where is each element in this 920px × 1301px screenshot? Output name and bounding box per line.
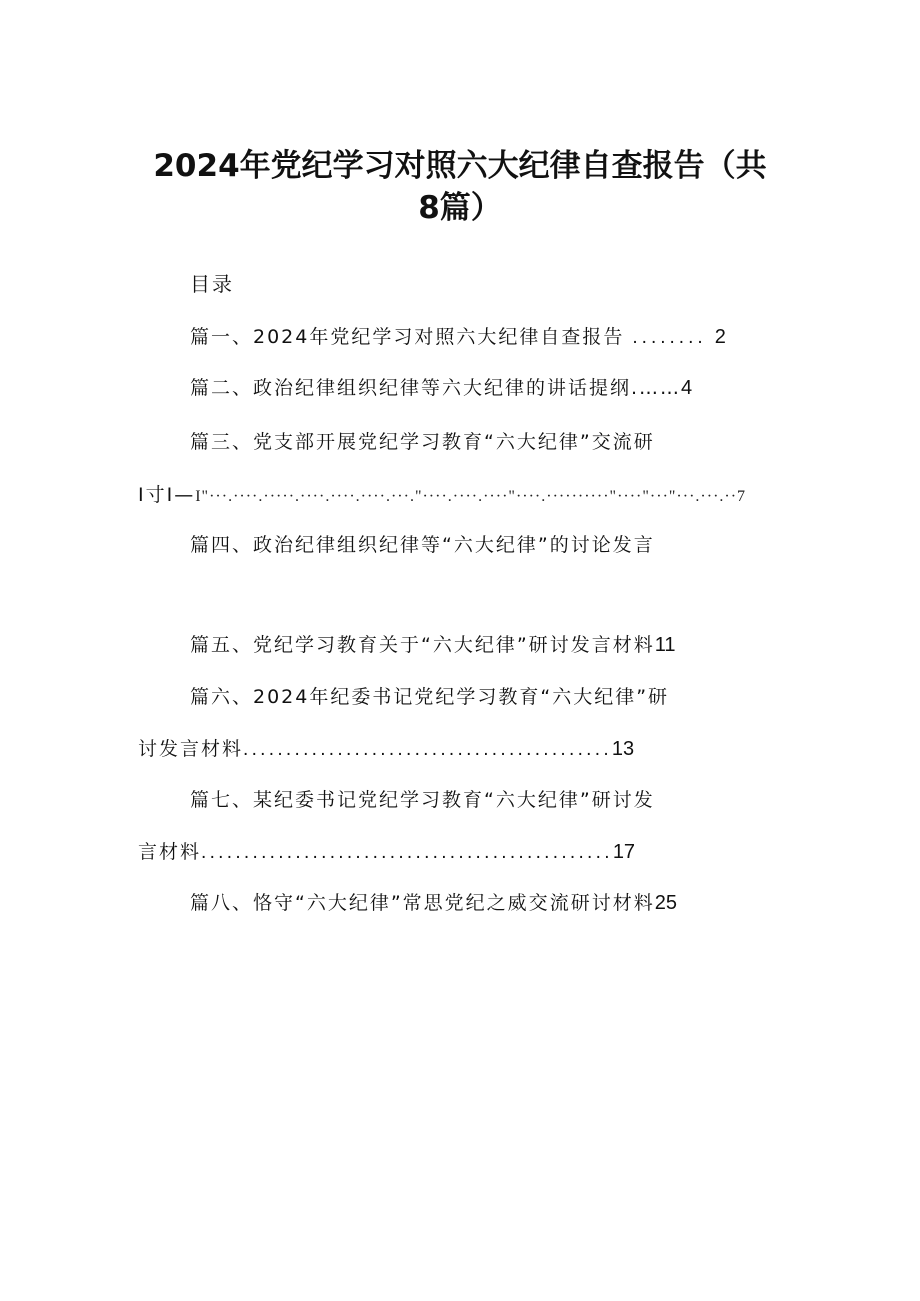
toc-entry-3[interactable] [190,427,655,454]
toc-entry-3-text: 篇三、党支部开展党纪学习教育“六大纪律”交流研 [190,431,655,453]
toc-entry-7-dots: ................................................ [201,842,613,863]
toc-entry-8-text: 篇八、恪守“六大纪律”常思党纪之威交流研讨材料 [190,892,655,914]
toc-entry-4-text: 篇四、政治纪律组织纪律等“六大纪律”的讨论发言 [190,534,655,556]
document-title-line2: 8篇） [418,190,502,226]
toc-entry-1-page: 2 [714,326,726,348]
toc-entry-7[interactable] [190,785,655,812]
toc-entry-8[interactable] [190,888,677,915]
toc-entry-6-text: 篇六、2024年纪委书记党纪学习教育“六大纪律”研 [190,686,670,708]
toc-entry-7-continuation[interactable] [138,837,635,864]
toc-heading: 目录 [190,272,234,296]
toc-entry-6-cont-text: 讨发言材料 [138,738,244,760]
toc-entry-2[interactable] [190,373,692,400]
toc-entry-2-page: 4 [681,377,693,399]
toc-entry-2-text: 篇二、政治纪律组织纪律等六大纪律的讲话提纲. [190,377,640,399]
toc-entry-6-dots: ........................................... [243,739,612,760]
toc-entry-6-page: 13 [611,738,635,760]
toc-entry-8-page: 25 [654,892,677,914]
toc-entry-5-page: 11 [654,634,676,656]
toc-entry-1[interactable] [190,322,726,349]
toc-entry-5[interactable] [190,630,675,657]
toc-entry-1-text: 篇一、2024年党纪学习对照六大纪律自查报告 [190,326,625,348]
toc-entry-6-continuation[interactable] [138,734,634,761]
document-title-line1: 2024年党纪学习对照六大纪律自查报告（共 [153,148,767,184]
toc-entry-5-text: 篇五、党纪学习教育关于“六大纪律”研讨发言材料 [190,634,655,656]
toc-entry-2-dots: …… [639,377,682,399]
toc-entry-4[interactable] [190,530,655,557]
toc-entry-7-page: 17 [612,841,636,863]
toc-entry-3-cont-text: I寸I— [138,484,196,506]
toc-entry-7-cont-text: 言材料 [138,841,202,863]
toc-entry-3-garbled-leader: I"···.····.·····.····.····.····.···."····.····.····"····.··········"····"···"···.···.··7 [195,488,747,505]
toc-entry-7-text: 篇七、某纪委书记党纪学习教育“六大纪律”研讨发 [190,789,655,811]
toc-entry-6[interactable] [190,682,669,709]
toc-entry-1-dots: ........ [632,327,707,348]
toc-entry-3-continuation[interactable] [138,480,746,507]
